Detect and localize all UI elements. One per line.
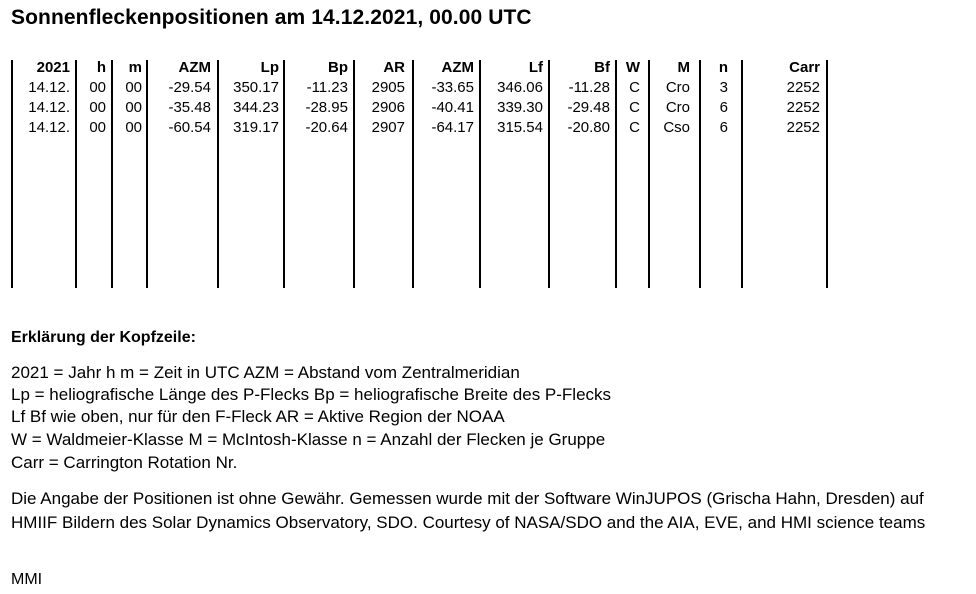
table-cell: 00 (89, 99, 106, 116)
table-cell: 2906 (371, 99, 405, 116)
column-divider (479, 60, 481, 288)
column-divider (11, 60, 13, 288)
explanation-line: Carr = Carrington Rotation Nr. (11, 453, 238, 472)
explanation-line: 2021 = Jahr h m = Zeit in UTC AZM = Abstand vom Zentralmeridian (11, 363, 520, 382)
column-divider (615, 60, 617, 288)
table-cell: 00 (125, 99, 142, 116)
column-divider (146, 60, 148, 288)
table-cell: C (629, 119, 640, 136)
sunspot-table (0, 60, 840, 288)
table-header-cell: Carr (789, 59, 820, 76)
table-cell: 00 (125, 119, 142, 136)
table-cell: -29.54 (168, 79, 211, 96)
page-title: Sonnenfleckenpositionen am 14.12.2021, 00.00 UTC (11, 6, 532, 29)
column-divider (741, 60, 743, 288)
table-cell: Cro (665, 99, 690, 116)
table-cell: 2252 (786, 119, 820, 136)
table-cell: 3 (719, 79, 728, 96)
table-cell: -40.41 (431, 99, 474, 116)
table-header-cell: m (128, 59, 142, 76)
table-cell: -11.23 (306, 79, 348, 96)
table-cell: 00 (89, 79, 106, 96)
column-divider (75, 60, 77, 288)
table-cell: 2252 (786, 79, 820, 96)
table-header-cell: AR (383, 59, 405, 76)
table-cell: 344.23 (233, 99, 279, 116)
table-cell: 346.06 (497, 79, 543, 96)
table-header-cell: h (96, 59, 106, 76)
table-cell: 00 (89, 119, 106, 136)
table-header-cell: n (718, 59, 728, 76)
column-divider (283, 60, 285, 288)
table-cell: 14.12. (28, 99, 70, 116)
table-cell: -35.48 (168, 99, 211, 116)
table-cell: -28.95 (305, 99, 348, 116)
table-header-cell: Lp (260, 59, 279, 76)
table-header-cell: 2021 (36, 59, 70, 76)
column-divider (699, 60, 701, 288)
table-header-cell: Bp (328, 59, 348, 76)
table-cell: -60.54 (168, 119, 211, 136)
table-header-cell: AZM (178, 59, 211, 76)
table-cell: 6 (719, 99, 728, 116)
table-cell: 2907 (371, 119, 405, 136)
explanation-line: Lp = heliografische Länge des P-Flecks Bp = heliografische Breite des P-Flecks (11, 385, 612, 404)
explanation-line: Lf Bf wie oben, nur für den F-Fleck AR = Aktive Region der NOAA (11, 407, 505, 426)
table-cell: Cso (663, 119, 690, 136)
table-cell: -29.48 (567, 99, 610, 116)
explanation-heading: Erklärung der Kopfzeile: (11, 329, 196, 346)
column-divider (412, 60, 414, 288)
table-cell: -64.17 (431, 119, 474, 136)
table-header-cell: W (625, 59, 640, 76)
table-cell: -20.80 (567, 119, 610, 136)
table-cell: -20.64 (305, 119, 348, 136)
column-divider (826, 60, 828, 288)
table-cell: 315.54 (497, 119, 543, 136)
table-cell: 339.30 (497, 99, 543, 116)
column-divider (548, 60, 550, 288)
column-divider (111, 60, 113, 288)
table-header-cell: Lf (528, 59, 543, 76)
column-divider (648, 60, 650, 288)
table-cell: 00 (125, 79, 142, 96)
table-cell: 350.17 (233, 79, 279, 96)
table-cell: C (629, 99, 640, 116)
table-cell: 14.12. (28, 119, 70, 136)
table-cell: 2905 (371, 79, 405, 96)
table-header-cell: AZM (441, 59, 474, 76)
column-divider (353, 60, 355, 288)
table-cell: 14.12. (28, 79, 70, 96)
table-cell: 6 (719, 119, 728, 136)
table-header-cell: M (677, 59, 690, 76)
signature: MMI (11, 571, 43, 588)
explanation-line: W = Waldmeier-Klasse M = McIntosh-Klasse n = Anzahl der Flecken je Gruppe (11, 430, 606, 449)
table-cell: -11.28 (568, 79, 610, 96)
table-cell: 319.17 (233, 119, 279, 136)
table-cell: -33.65 (431, 79, 474, 96)
table-cell: Cro (665, 79, 690, 96)
table-header-cell: Bf (594, 59, 610, 76)
column-divider (217, 60, 219, 288)
table-cell: C (629, 79, 640, 96)
disclaimer-note: Die Angabe der Positionen ist ohne Gewähr. Gemessen wurde mit der Software WinJUPOS (Grischa Hahn, Dresden) auf HMIIF Bildern des Solar Dynamics Observatory, SDO. Courtesy of NASA/SDO and the AIA, EVE, and HMI science teams (11, 489, 926, 532)
table-cell: 2252 (786, 99, 820, 116)
